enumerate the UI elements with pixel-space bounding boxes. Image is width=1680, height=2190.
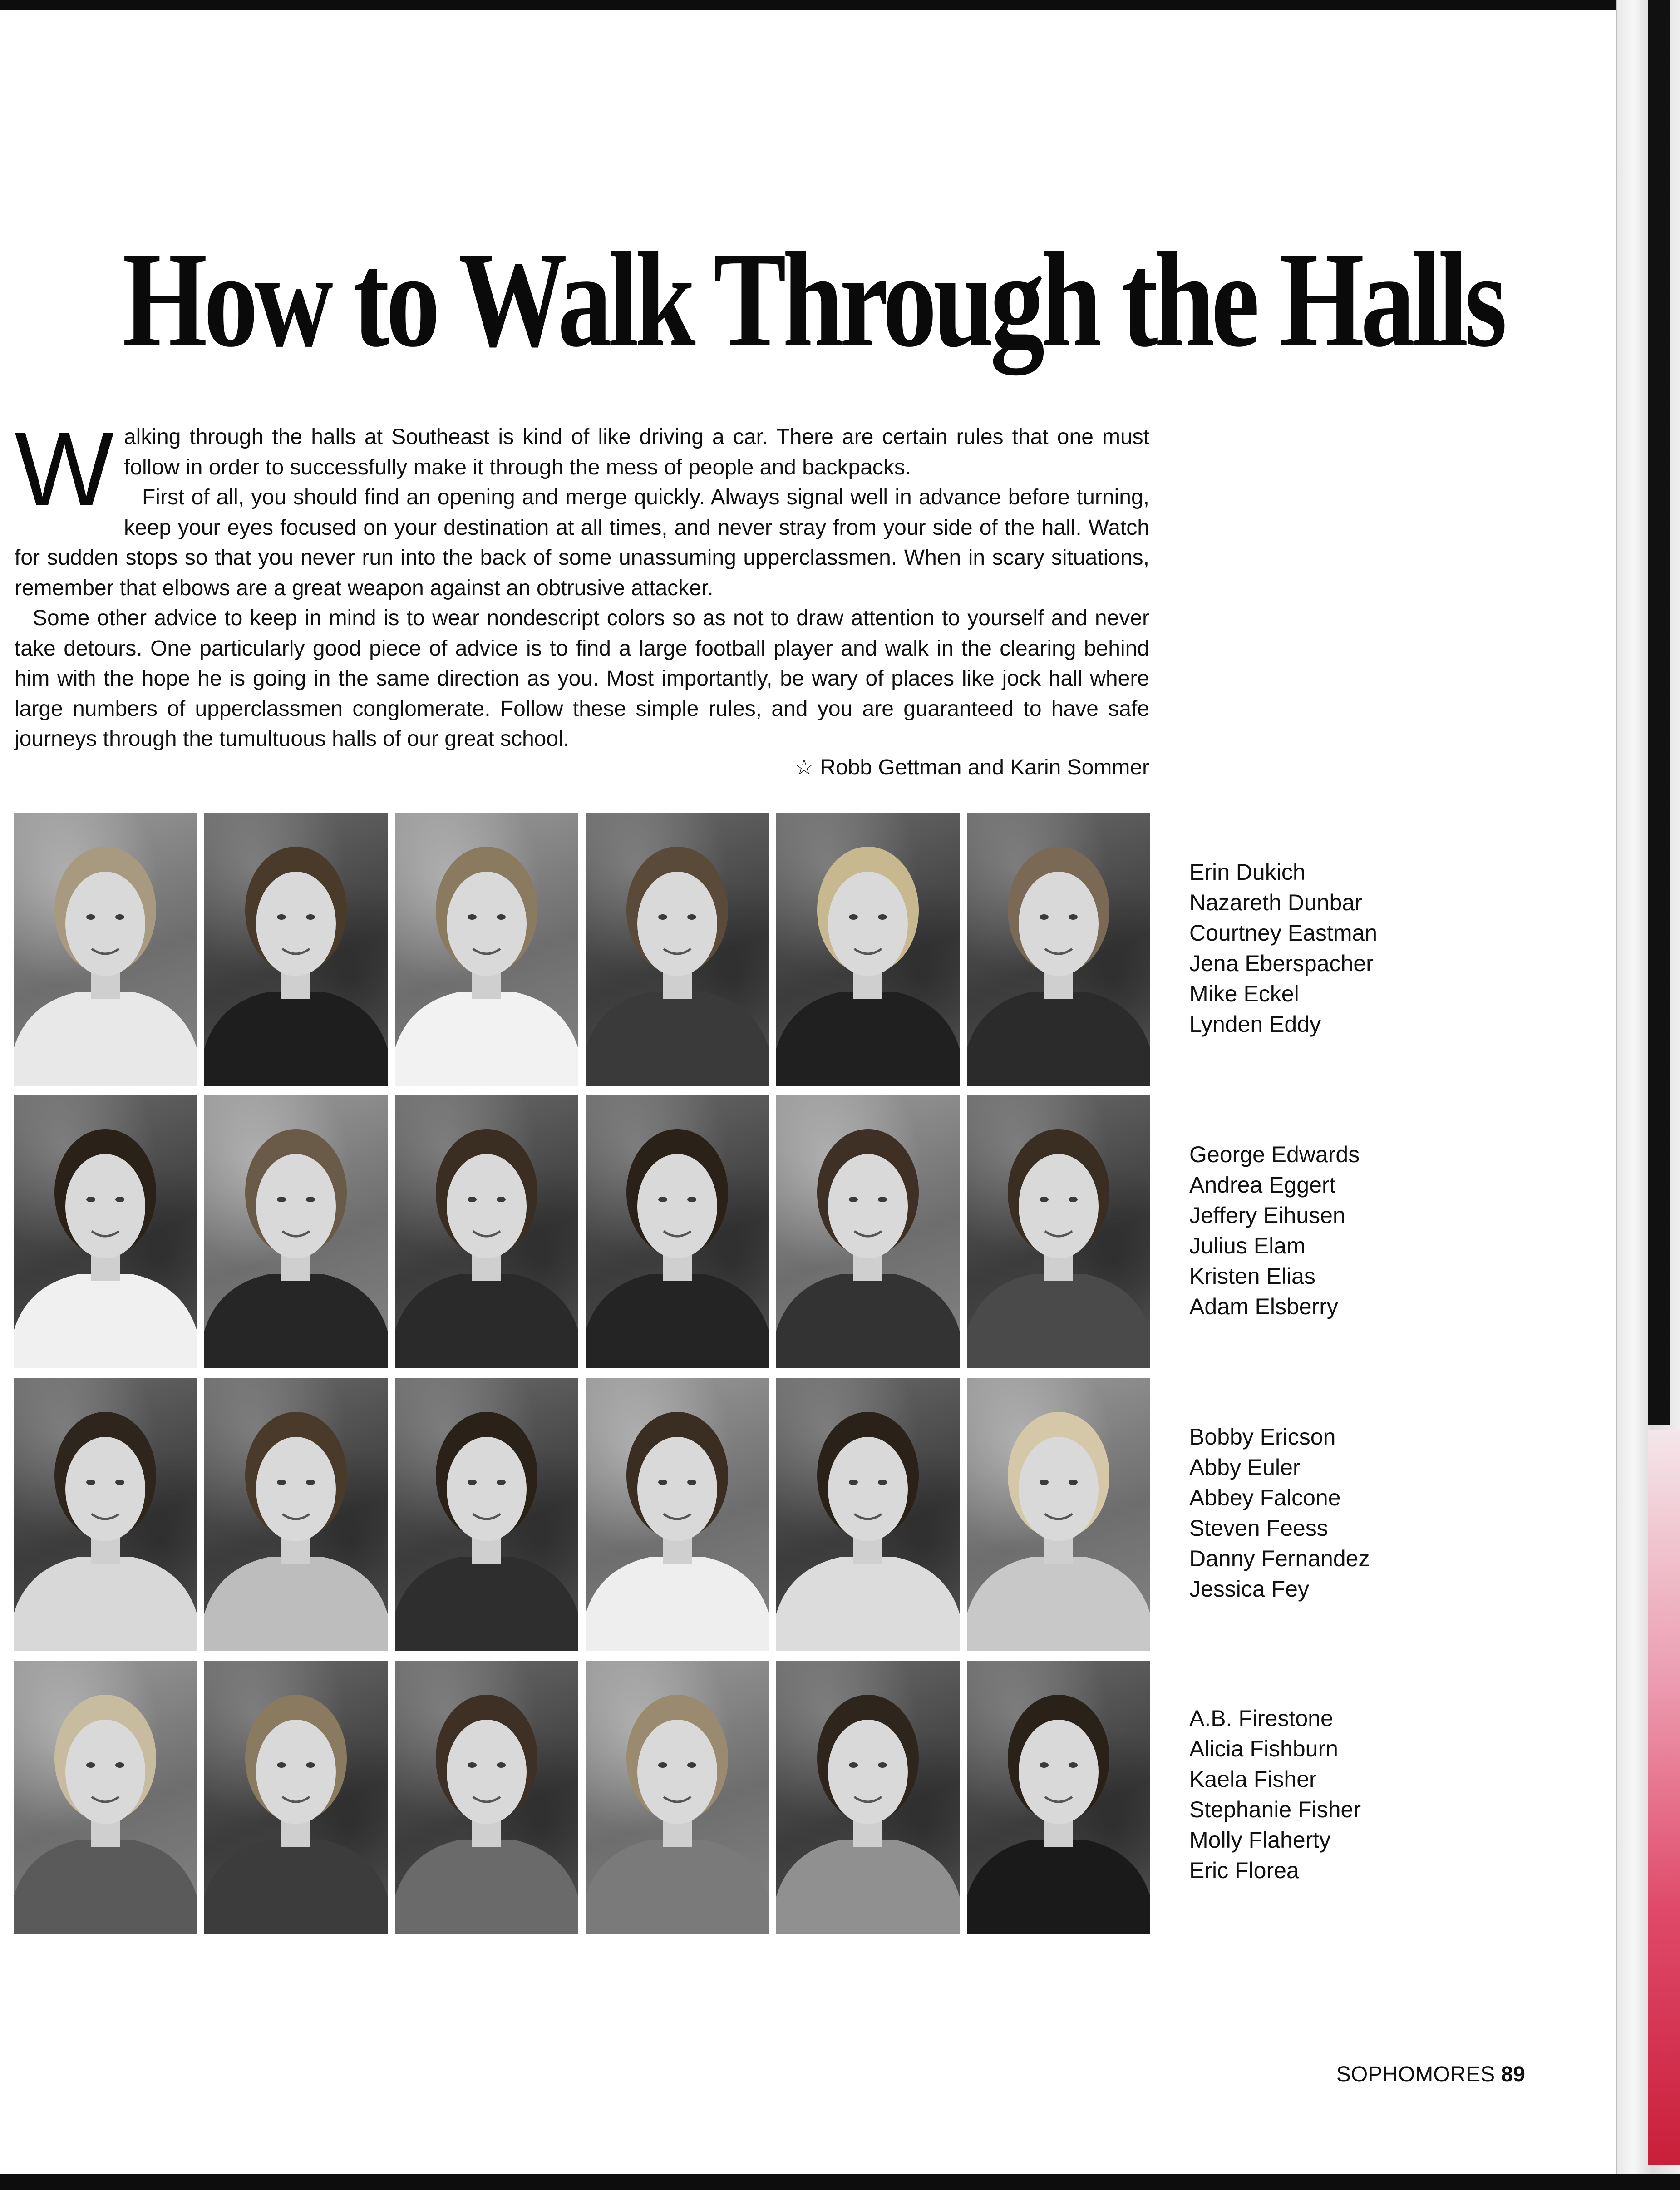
star-icon: ☆ [794,755,820,779]
portrait-photo [395,1661,578,1934]
eye-shape [115,914,124,920]
eye-shape [277,1480,286,1485]
eye-shape [687,1762,696,1768]
portrait-silhouette [967,1095,1150,1368]
eye-shape [306,1480,315,1485]
portrait-silhouette [204,813,388,1086]
face-shape [256,1720,336,1824]
portrait-silhouette [395,1661,578,1934]
portrait-photo [204,1378,388,1651]
shirt-shape [204,1557,388,1651]
face-shape [1019,1720,1099,1824]
portrait-photo [776,1095,960,1368]
portrait-photo [14,1661,197,1934]
portrait-photo [967,1661,1150,1934]
student-name: Mike Eckel [1189,981,1299,1006]
student-name: A.B. Firestone [1189,1706,1333,1731]
shirt-shape [586,1274,769,1368]
eye-shape [1040,1480,1049,1485]
portrait-photo [586,1661,769,1934]
portrait-photo [967,1095,1150,1368]
shirt-shape [967,1557,1150,1651]
bottom-rule [0,2174,1680,2190]
student-name: Kristen Elias [1189,1263,1315,1289]
eye-shape [115,1762,124,1768]
student-name: Julius Elam [1189,1233,1306,1258]
spine-black-band [1648,0,1670,1425]
shirt-shape [395,992,578,1086]
portrait-photo [204,1095,388,1368]
face-shape [1019,872,1099,976]
portrait-silhouette [204,1095,388,1368]
portrait-photo [776,813,960,1086]
face-shape [637,1437,717,1541]
student-name: Bobby Ericson [1189,1424,1336,1450]
portrait-silhouette [776,813,960,1086]
face-shape [256,1154,336,1258]
eye-shape [1040,914,1049,920]
portrait-silhouette [204,1378,388,1651]
student-name: Steven Feess [1189,1515,1328,1541]
portrait-silhouette [586,1661,769,1934]
portrait-photo [395,1378,578,1651]
eye-shape [306,1762,315,1768]
face-shape [828,872,908,976]
face-shape [65,872,145,976]
shirt-shape [586,1840,769,1934]
eye-shape [468,1197,477,1202]
portrait-photo [14,1095,197,1368]
student-name: Eric Florea [1189,1858,1299,1883]
portrait-silhouette [14,1378,197,1651]
portrait-photo [776,1378,960,1651]
eye-shape [878,1762,887,1768]
face-shape [65,1437,145,1541]
student-name: Danny Fernandez [1189,1546,1370,1571]
eye-shape [277,1197,286,1202]
eye-shape [468,1480,477,1485]
eye-shape [878,914,887,920]
shirt-shape [395,1557,578,1651]
eye-shape [1069,1762,1078,1768]
eye-shape [658,1762,667,1768]
face-shape [256,872,336,976]
shirt-shape [395,1274,578,1368]
student-name: Alicia Fishburn [1189,1736,1338,1761]
portrait-silhouette [586,1378,769,1651]
portrait-photo [586,1378,769,1651]
article-paragraph-1: alking through the halls at Southeast is kind of like driving a car. There are certain rules that one must follow in order to successfully make it through the mess of people and backpacks. [123,425,1149,479]
portrait-silhouette [586,813,769,1086]
eye-shape [687,1197,696,1202]
spine-red-tab [1648,1430,1680,2165]
student-name: Stephanie Fisher [1189,1797,1361,1822]
name-list-row-4 [1189,1703,1361,1886]
portrait-photo [967,813,1150,1086]
face-shape [256,1437,336,1541]
face-shape [828,1154,908,1258]
eye-shape [658,1480,667,1485]
eye-shape [849,1197,858,1202]
shirt-shape [776,1274,960,1368]
eye-shape [878,1480,887,1485]
shirt-shape [586,1557,769,1651]
eye-shape [277,914,286,920]
eye-shape [468,1762,477,1768]
portrait-silhouette [395,1095,578,1368]
shirt-shape [967,992,1150,1086]
face-shape [637,1154,717,1258]
face-shape [65,1720,145,1824]
portrait-grid [14,813,1158,1945]
portrait-photo [395,813,578,1086]
face-shape [637,1720,717,1824]
portrait-silhouette [967,1661,1150,1934]
article-byline [636,753,1149,783]
eye-shape [849,914,858,920]
portrait-silhouette [395,1378,578,1651]
portrait-photo [586,813,769,1086]
feature-article [15,410,1149,755]
eye-shape [1040,1197,1049,1202]
eye-shape [878,1197,887,1202]
drop-cap: W [15,410,114,528]
eye-shape [1069,914,1078,920]
portrait-silhouette [586,1095,769,1368]
face-shape [447,1154,527,1258]
portrait-silhouette [14,1095,197,1368]
eye-shape [86,1480,95,1485]
eye-shape [1069,1197,1078,1202]
shirt-shape [204,1840,388,1934]
shirt-shape [967,1840,1150,1934]
face-shape [828,1437,908,1541]
portrait-silhouette [776,1095,960,1368]
eye-shape [1069,1480,1078,1485]
portrait-photo [204,1661,388,1934]
portrait-photo [14,1378,197,1651]
student-name: Molly Flaherty [1189,1827,1331,1853]
shirt-shape [586,992,769,1086]
portrait-silhouette [776,1378,960,1651]
face-shape [1019,1437,1099,1541]
shirt-shape [14,1557,197,1651]
top-rule [0,0,1680,10]
eye-shape [115,1480,124,1485]
shirt-shape [776,1840,960,1934]
portrait-photo [776,1661,960,1934]
eye-shape [658,1197,667,1202]
eye-shape [86,1762,95,1768]
eye-shape [86,914,95,920]
shirt-shape [967,1274,1150,1368]
page-folio [1335,2061,1525,2088]
portrait-silhouette [14,1661,197,1934]
eye-shape [277,1762,286,1768]
article-paragraph-2: First of all, you should find an opening and merge quickly. Always signal well in advance before turning, keep your eyes focused on your destination at all times, and never stray from your side of the hall. Watch for sudden stops so that you never run into the back of some unassuming upperclassmen. When in scary situations, remember that elbows are a great weapon against an obtrusive attacker. [15,485,1149,600]
name-list-row-3 [1189,1422,1370,1604]
face-shape [637,872,717,976]
student-name: George Edwards [1189,1142,1360,1167]
student-name: Erin Dukich [1189,859,1306,885]
face-shape [447,1437,527,1541]
shirt-shape [14,1840,197,1934]
shirt-shape [204,992,388,1086]
shirt-shape [204,1274,388,1368]
shirt-shape [776,992,960,1086]
eye-shape [1040,1762,1049,1768]
student-name: Nazareth Dunbar [1189,890,1362,915]
portrait-photo [395,1095,578,1368]
eye-shape [687,914,696,920]
name-list-row-1 [1189,857,1377,1040]
face-shape [65,1154,145,1258]
name-list-row-2 [1189,1139,1360,1322]
eye-shape [306,1197,315,1202]
student-name: Andrea Eggert [1189,1172,1336,1198]
portrait-silhouette [967,1378,1150,1651]
eye-shape [306,914,315,920]
article-paragraph-3: Some other advice to keep in mind is to wear nondescript colors so as not to draw attention to yourself and never take detours. One particularly good piece of advice is to find a large football player and walk in the clearing behind him with the hope he is going in the same direction as you. Most importantly, be wary of places like jock hall where large numbers of upperclassmen conglomerate. Follow these simple rules, and you are guaranteed to have safe journeys through the tumultuous halls of our great school. [15,606,1149,751]
student-name: Jessica Fey [1189,1576,1309,1602]
portrait-silhouette [204,1661,388,1934]
student-name: Jena Eberspacher [1189,951,1374,976]
student-name: Lynden Eddy [1189,1011,1321,1037]
portrait-photo [14,813,197,1086]
student-name: Abbey Falcone [1189,1485,1341,1510]
portrait-silhouette [14,813,197,1086]
face-shape [447,1720,527,1824]
eye-shape [115,1197,124,1202]
eye-shape [497,1762,506,1768]
eye-shape [658,914,667,920]
eye-shape [849,1762,858,1768]
eye-shape [497,1197,506,1202]
byline-text: Robb Gettman and Karin Sommer [820,755,1149,779]
face-shape [1019,1154,1099,1258]
portrait-silhouette [395,813,578,1086]
eye-shape [497,914,506,920]
portrait-silhouette [776,1661,960,1934]
student-name: Kaela Fisher [1189,1766,1317,1792]
eye-shape [687,1480,696,1485]
eye-shape [849,1480,858,1485]
page-headline: How to Walk Through the Halls [123,224,1504,375]
student-name: Adam Elsberry [1189,1294,1338,1319]
portrait-silhouette [967,813,1150,1086]
portrait-photo [586,1095,769,1368]
eye-shape [86,1197,95,1202]
student-name: Jeffery Eihusen [1189,1203,1345,1228]
shirt-shape [14,992,197,1086]
student-name: Abby Euler [1189,1455,1301,1480]
portrait-photo [967,1378,1150,1651]
shirt-shape [14,1274,197,1368]
shirt-shape [395,1840,578,1934]
shirt-shape [776,1557,960,1651]
portrait-photo [204,813,388,1086]
section-label: SOPHOMORES [1336,2062,1495,2086]
student-name: Courtney Eastman [1189,920,1378,946]
face-shape [828,1720,908,1824]
eye-shape [497,1480,506,1485]
page-number: 89 [1501,2062,1525,2086]
eye-shape [468,914,477,920]
face-shape [447,872,527,976]
